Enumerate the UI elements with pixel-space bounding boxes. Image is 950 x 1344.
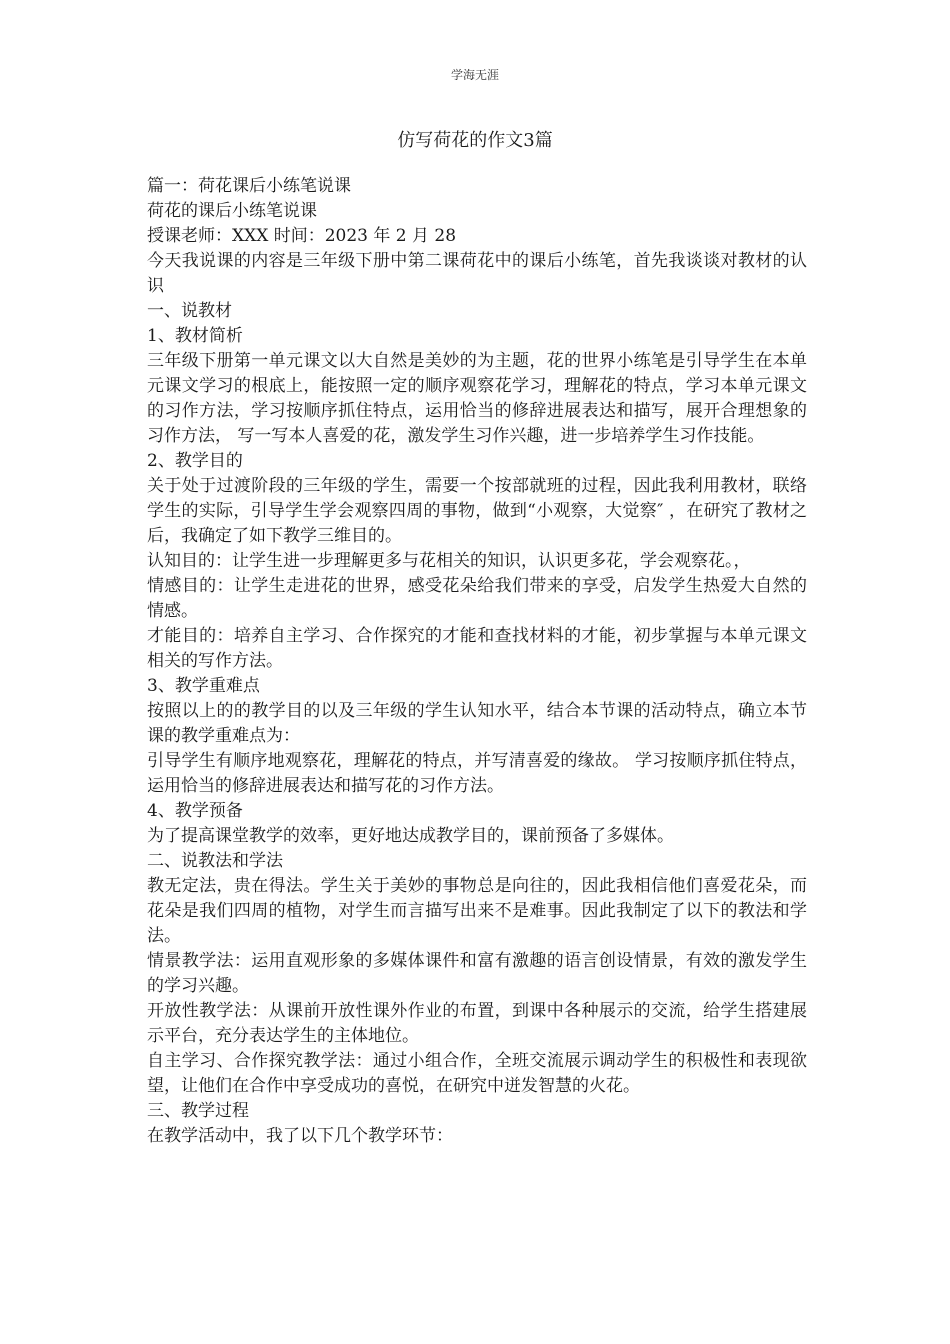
paragraph: 篇一：荷花课后小练笔说课 [147,176,351,196]
section-heading: 一、说教材 [147,301,232,321]
section-heading: 三、教学过程 [147,1101,249,1121]
paragraph: 荷花的课后小练笔说课 [147,201,317,221]
paragraph: 自主学习、合作探究教学法：通过小组合作，全班交流展示调动学生的积极性和表现欲望，让他们在合作中享受成功的喜悦，在研究中迸发智慧的火花。 [147,1051,807,1096]
document-title: 仿写荷花的作文3篇 [397,130,553,151]
subsection-heading: 2、教学目的 [147,451,243,471]
paragraph: 在教学活动中，我了以下几个教学环节： [147,1126,453,1146]
paragraph: 才能目的：培养自主学习、合作探究的才能和查找材料的才能，初步掌握与本单元课文相关的写作方法。 [147,626,807,671]
page-header: 学海无涯 [450,68,499,82]
paragraph: 认知目的：让学生进一步理解更多与花相关的知识，认识更多花，学会观察花。， [147,551,751,571]
paragraph: 为了提高课堂教学的效率，更好地达成教学目的，课前预备了多媒体。 [147,826,674,846]
subsection-heading: 1、教材简析 [147,326,243,346]
paragraph: 开放性教学法：从课前开放性课外作业的布置，到课中各种展示的交流，给学生搭建展示平台，充分表达学生的主体地位。 [147,1001,807,1046]
subsection-heading: 4、教学预备 [147,801,243,821]
paragraph: 情感目的：让学生走进花的世界，感受花朵给我们带来的享受，启发学生热爱大自然的情感。 [147,576,807,621]
paragraph: 情景教学法：运用直观形象的多媒体课件和富有激趣的语言创设情景，有效的激发学生的学习兴趣。 [147,951,807,996]
paragraph: 教无定法，贵在得法。学生关于美妙的事物总是向往的，因此我相信他们喜爱花朵，而花朵是我们四周的植物，对学生而言描写出来不是难事。因此我制定了以下的教法和学法。 [147,876,807,946]
subsection-heading: 3、教学重难点 [147,676,260,696]
paragraph: 授课老师：XXX 时间：2023 年 2 月 28 [147,226,457,246]
paragraph: 按照以上的的教学目的以及三年级的学生认知水平，结合本节课的活动特点，确立本节课的教学重难点为： [147,701,807,746]
paragraph: 引导学生有顺序地观察花，理解花的特点，并写清喜爱的缘故。 学习按顺序抓住特点，运用恰当的修辞进展表达和描写花的习作方法。 [147,751,807,796]
document-body [147,174,807,1149]
paragraph: 今天我说课的内容是三年级下册中第二课荷花中的课后小练笔，首先我谈谈对教材的认识 [147,251,807,296]
section-heading: 二、说教法和学法 [147,851,283,871]
paragraph: 三年级下册第一单元课文以大自然是美妙的为主题，花的世界小练笔是引导学生在本单元课文学习的根底上，能按照一定的顺序观察花学习，理解花的特点，学习本单元课文的习作方法，学习按顺序抓住特点，运用恰当的修辞进展表达和描写，展开合理想象的习作方法， 写一写本人喜爱的花，激发学生习作兴趣，进一步培养学生习作技能。 [147,351,807,446]
paragraph: 关于处于过渡阶段的三年级的学生，需要一个按部就班的过程，因此我利用教材，联络学生的实际，引导学生学会观察四周的事物，做到“小观察，大觉察″ ，在研究了教材之后，我确定了如下教学三维目的。 [147,476,807,546]
